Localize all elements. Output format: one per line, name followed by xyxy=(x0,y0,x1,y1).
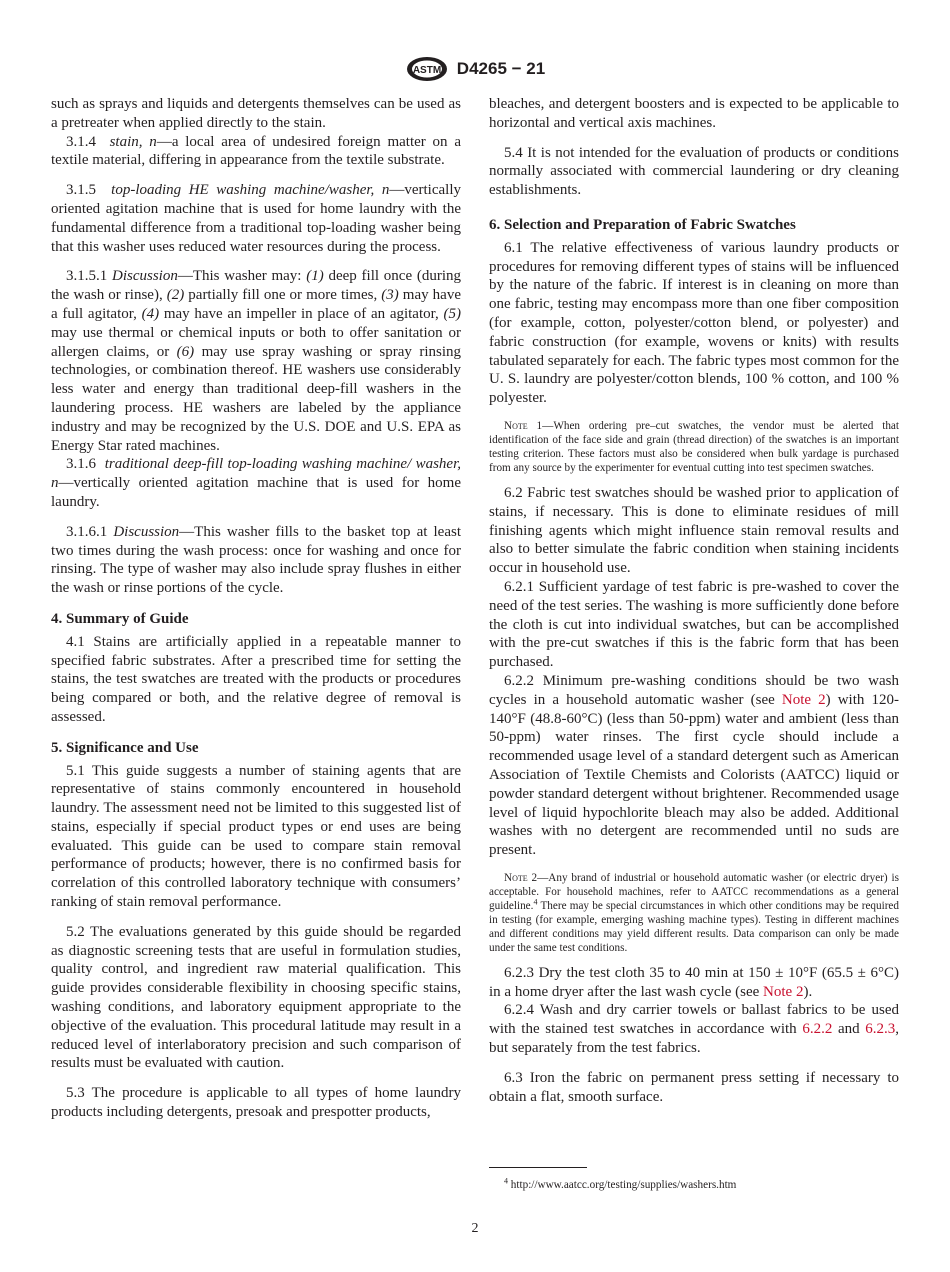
left-column xyxy=(51,95,461,1122)
document-designation: D4265 − 21 xyxy=(456,59,546,78)
footnote: $^4$ http://www.aatcc.org/testing/supplies/washers.htm xyxy=(504,1176,737,1191)
section-heading-4: 4. Summary of Guide xyxy=(51,610,189,627)
paragraph-5-3: 5.3 The procedure is applicable to all types of home laundry products including detergents, presoak and prespotter products, xyxy=(51,1085,461,1121)
paragraph-6-1: 6.1 The relative effectiveness of various laundry products or procedures for removing different types of stains will be influenced by the nature of the fabric. If interest is in cleaning on more than one fabric, testing may encompass more than one fiber composition (for example, cotton, polyester/cotton blend, or polyester) and fabric construction (for example, wovens or knits) with results tabulated separately for each. The fabric types most common for the U. S. laundry are polyester/cotton blends, 100 % cotton, and 100 % polyester. xyxy=(489,239,899,407)
paragraph-6-2-1: 6.2.1 Sufficient yardage of test fabric is pre-washed to cover the need of the test series. The washing is more sufficiently done before the cloth is cut into individual swatches, but can be accomplished with the pre-cut swatches if this is the fabric form that has been purchased. xyxy=(489,578,899,671)
footnote-divider xyxy=(489,1167,587,1168)
paragraph-4-1: 4.1 Stains are artificially applied in a repeatable manner to specified fabric substrates. After a prescribed time for setting the stains, the test swatches are treated with the products or procedures being compared or both, and the relative degree of removal is assessed. xyxy=(51,633,461,725)
section-heading-5: 5. Significance and Use xyxy=(51,739,199,756)
paragraph-5-3-continued: bleaches, and detergent boosters and is expected to be applicable to horizontal and vertical axis machines. xyxy=(489,96,899,131)
paragraph-5-4: 5.4 It is not intended for the evaluation of products or conditions normally associated with commercial laundering or dry cleaning establishments. xyxy=(489,144,899,199)
paragraph-6-3: 6.3 Iron the fabric on permanent press setting if necessary to obtain a flat, smooth surface. xyxy=(489,1069,899,1105)
page-header xyxy=(0,56,950,82)
note-2-link[interactable]: Note 2 xyxy=(781,691,826,708)
paragraph-6-2-4: 6.2.4 Wash and dry carrier towels or ballast fabrics to be used with the stained test swatches in accordance with 6.2.2 and 6.2.3, but separately from the test fabrics. xyxy=(489,1002,899,1057)
section-3-1-5: 3.1.5 top-loading HE washing machine/washer, n—vertically oriented agitation machine that is used for home laundry with the fundamental difference from a traditional top-loading washer being that this washer uses reduced water resources during the process. xyxy=(51,182,461,255)
astm-logo-icon xyxy=(405,56,449,82)
note-1: Note 1—When ordering pre–cut swatches, the vendor must be alerted that identification of the face side and grain (thread direction) of the swatches is an important testing criterion. These factors must also be considered when bulk yardage is purchased from any source by the experimenter for eventual cutting into test specimen swatches. xyxy=(489,419,899,474)
section-3-1-6: 3.1.6 traditional deep-fill top-loading washing machine/ washer, n—vertically oriented agitation machine that is used for home laundry. xyxy=(51,456,462,510)
section-6-2-3-link[interactable]: 6.2.3 xyxy=(865,1021,896,1038)
right-column xyxy=(489,95,899,1106)
note-2-link[interactable]: Note 2 xyxy=(763,983,804,1000)
footnote-ref: 4 xyxy=(533,897,538,907)
section-heading-6: 6. Selection and Preparation of Fabric Swatches xyxy=(489,216,796,233)
section-3-1-5-1: 3.1.5.1 Discussion—This washer may: (1) deep fill once (during the wash or rinse), (2) partially fill one or more times, (3) may have a full agitator, (4) may have an impeller in place of an agitator, (5) may use thermal or chemical inputs or both to offer sanitation or allergen claims, or (6) may use spray washing or spray rinsing technologies, or combination thereof. HE washers use considerably less water and energy than traditional deep-fill washers in the laundering process. HE washers are labeled by the appliance industry and may be recognized by the U.S. DOE and U.S. EPA as Energy Star rated machines. xyxy=(51,268,462,454)
paragraph-5-1: 5.1 This guide suggests a number of staining agents that are representative of stains commonly encountered in household laundry. The assessment need not be limited to this suggested list of stains, especially if special product types or end uses are being evaluated. This guide can be used to compare stain removal performance of products; however, there is no confirmed basis for correlation of this controlled laboratory technique with consumers’ ranking of stain removal performance. xyxy=(51,762,461,911)
svg-text:ASTM: ASTM xyxy=(412,65,441,76)
paragraph-5-2: 5.2 The evaluations generated by this guide should be regarded as diagnostic screening tests that are useful in formulation studies, quality control, and ingredient raw material qualification. This guide provides considerable flexibility in choosing specific stains, washing conditions, and laboratory equipment appropriate to the objective of the evaluation. This procedural latitude may result in a reduced level of interlaboratory precision and such comparison of results must be evaluated with caution. xyxy=(51,923,461,1072)
section-3-1-6-1: 3.1.6.1 Discussion—This washer fills to the basket top at least two times during the wash process: once for washing and once for rinsing. The type of washer may also include spray flushes in either the wash or rinse portions of the cycle. xyxy=(51,523,462,597)
section-3-1-4: 3.1.4 stain, n—a local area of undesired foreign matter on a textile material, differing in appearance from the textile substrate. xyxy=(51,133,462,169)
note-2: Note 2—Any brand of industrial or household automatic washer (or electric dryer) is acceptable. For household machines, refer to AATCC recommendations as a general guideline.$^4$ There may be special circumstances in which other conditions may be required in testing (for example, emerging washing machine types). Testing in different machines and different conditions may yield different results. Data comparison can only be made under the same test conditions. xyxy=(489,871,899,954)
paragraph-6-2-2: 6.2.2 Minimum pre-washing conditions should be two wash cycles in a household automatic washer (see Note 2) with 120-140°F (48.8-60°C) (less than 50-ppm) water and ambient (less than 50-ppm) water rinses. The first cycle should include a recommended usage level of a standard detergent such as American Association of Textile Chemists and Colorists (AATCC) liquid or powder standard detergent without brightener. Recommended usage level of liquid hypochlorite bleach may also be added. Additional washes with no detergent are recommended until no suds are present. xyxy=(489,672,899,859)
section-6-2-2-link[interactable]: 6.2.2 xyxy=(802,1021,833,1038)
paragraph-continued: such as sprays and liquids and detergents themselves can be used as a pretreater when applied directly to the stain. xyxy=(51,96,461,131)
paragraph-6-2: 6.2 Fabric test swatches should be washed prior to application of stains, if necessary. This is done to eliminate residues of mill finishing agents which might influence stain removal results and also to better simulate the fabric condition when staining incidents occur in household use. xyxy=(489,484,899,577)
page-number: 2 xyxy=(471,1221,479,1236)
paragraph-6-2-3: 6.2.3 Dry the test cloth 35 to 40 min at 150 ± 10°F (65.5 ± 6°C) in a home dryer after the last wash cycle (see Note 2). xyxy=(489,964,899,1000)
